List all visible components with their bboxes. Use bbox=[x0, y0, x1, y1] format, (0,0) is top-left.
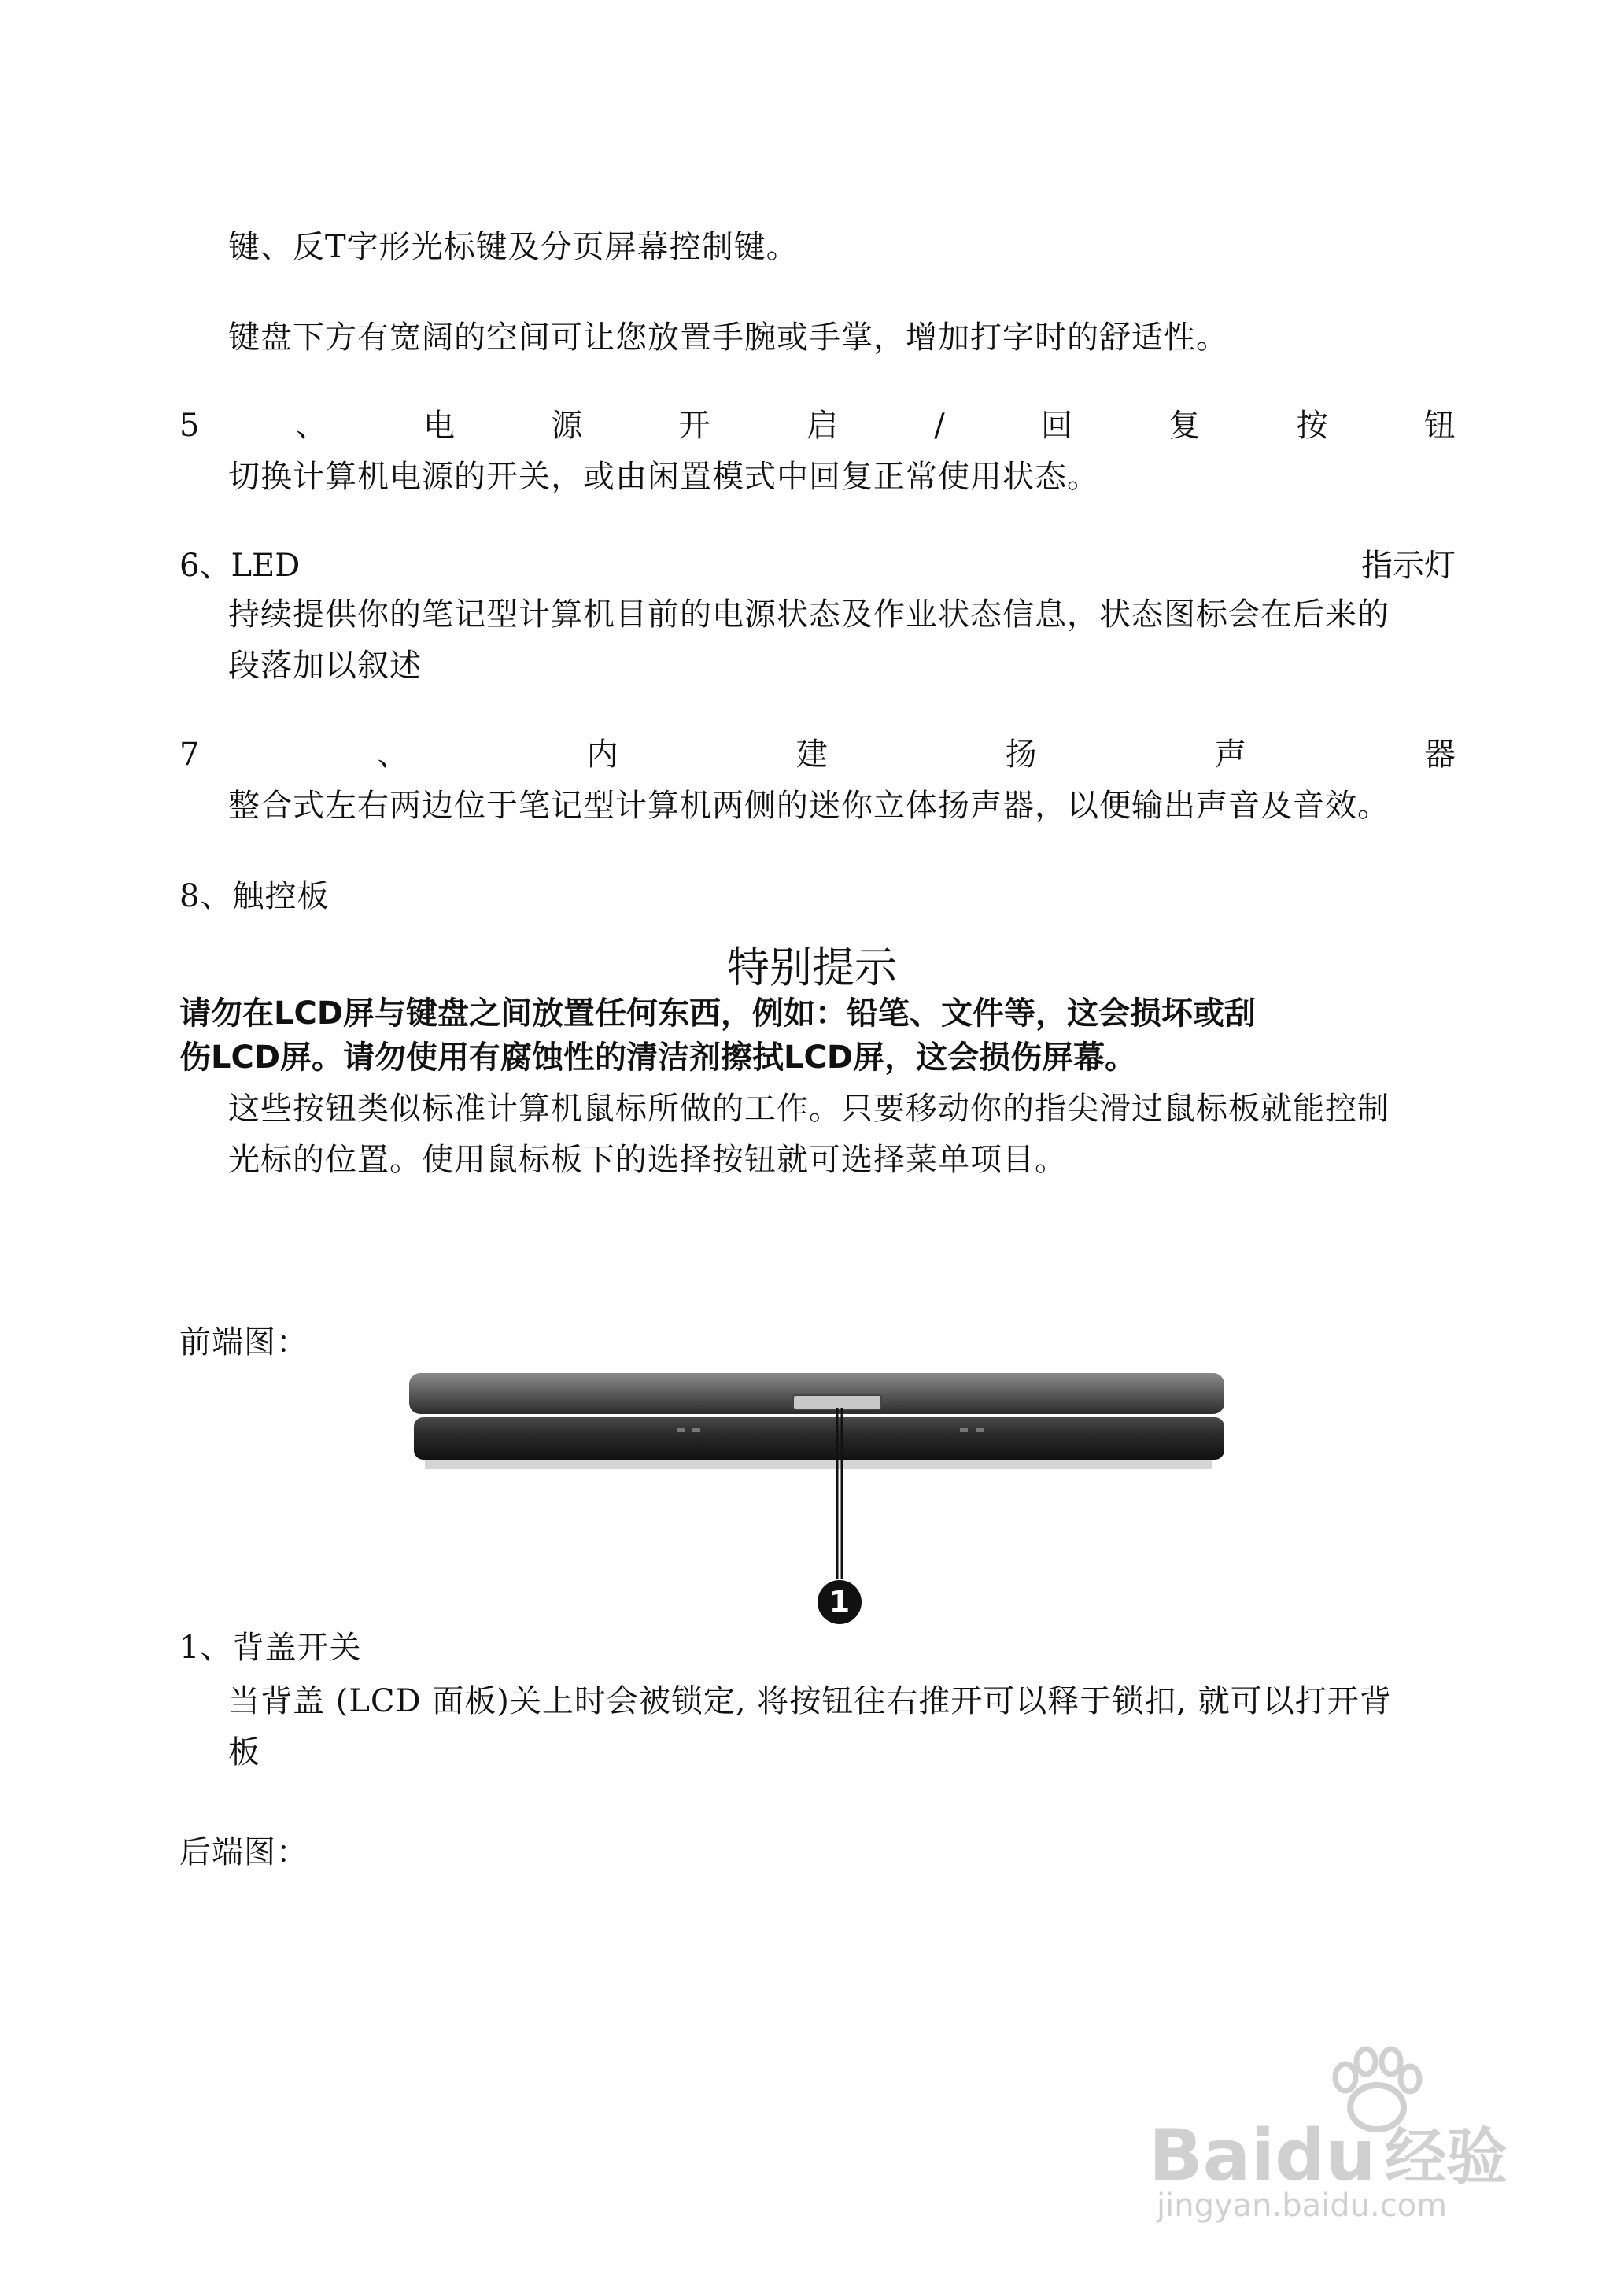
item5-char: 、 bbox=[295, 408, 327, 444]
item7-char: 扬 bbox=[1005, 737, 1037, 773]
notice-title: 特别提示 bbox=[727, 943, 897, 992]
item5-char: / bbox=[934, 408, 945, 444]
item7-char: 7 bbox=[179, 737, 200, 773]
notice-line2: 伤LCD屏。请勿使用有腐蚀性的清洁剂擦拭LCD屏，这会损伤屏幕。 bbox=[179, 1039, 1137, 1076]
front-view-label: 前端图： bbox=[179, 1324, 308, 1361]
baidu-watermark bbox=[1149, 2046, 1589, 2227]
item5-char: 启 bbox=[806, 408, 838, 444]
item5-char: 回 bbox=[1041, 408, 1073, 444]
led-indicator bbox=[692, 1428, 700, 1432]
item1-heading: 1、背盖开关 bbox=[179, 1630, 362, 1666]
item5-char: 电 bbox=[423, 408, 456, 444]
item5-char: 源 bbox=[551, 408, 583, 444]
item7-char: 、 bbox=[377, 737, 409, 773]
item7-char: 内 bbox=[586, 737, 618, 773]
watermark-brand: Baidu bbox=[1149, 2114, 1376, 2197]
item1-description-line2: 板 bbox=[228, 1734, 260, 1771]
item7-char: 器 bbox=[1423, 737, 1456, 773]
item5-char: 按 bbox=[1296, 408, 1328, 444]
item6-description-line1: 持续提供你的笔记型计算机目前的电源状态及作业状态信息，状态图标会在后来的 bbox=[228, 596, 1390, 633]
item5-char: 5 bbox=[179, 408, 200, 444]
item7-char: 声 bbox=[1214, 737, 1246, 773]
item7-description: 整合式左右两边位于笔记型计算机两侧的迷你立体扬声器，以便输出声音及音效。 bbox=[228, 788, 1390, 824]
item7-char: 建 bbox=[795, 737, 828, 773]
item6-heading bbox=[179, 547, 1456, 585]
item5-char: 钮 bbox=[1423, 408, 1456, 444]
lid-latch bbox=[793, 1395, 881, 1409]
led-indicator bbox=[976, 1428, 984, 1432]
paragraph-palm-rest: 键盘下方有宽阔的空间可让您放置手腕或手掌，增加打字时的舒适性。 bbox=[228, 319, 1228, 356]
laptop-base bbox=[414, 1417, 1224, 1460]
callout-number: 1 bbox=[829, 1585, 851, 1619]
notice-line1: 请勿在LCD屏与键盘之间放置任何东西，例如：铅笔、文件等，这会损坏或刮 bbox=[179, 995, 1257, 1032]
paragraph-keys: 键、反T字形光标键及分页屏幕控制键。 bbox=[228, 229, 799, 265]
laptop-shadow bbox=[425, 1460, 1212, 1469]
led-indicator bbox=[677, 1428, 685, 1432]
led-indicator bbox=[960, 1428, 968, 1432]
item8-heading: 8、触控板 bbox=[179, 878, 330, 914]
item7-heading bbox=[179, 736, 1456, 774]
watermark-url: jingyan.baidu.com bbox=[1157, 2188, 1448, 2224]
item1-description-line1: 当背盖 (LCD 面板)关上时会被锁定, 将按钮往右推开可以释于锁扣, 就可以打开背 bbox=[228, 1683, 1392, 1719]
watermark-brand-cn: 经验 bbox=[1385, 2122, 1508, 2193]
item5-char: 开 bbox=[678, 408, 710, 444]
item5-char: 复 bbox=[1168, 408, 1201, 444]
laptop-front-illustration bbox=[409, 1373, 1227, 1625]
item5-heading bbox=[179, 407, 1456, 445]
item6-description-line2: 段落加以叙述 bbox=[228, 648, 422, 684]
touchpad-description-line2: 光标的位置。使用鼠标板下的选择按钮就可选择菜单项目。 bbox=[228, 1142, 1067, 1178]
item5-description: 切换计算机电源的开关，或由闲置模式中回复正常使用状态。 bbox=[228, 459, 1099, 495]
rear-view-label: 后端图： bbox=[179, 1834, 308, 1870]
touchpad-description-line1: 这些按钮类似标准计算机鼠标所做的工作。只要移动你的指尖滑过鼠标板就能控制 bbox=[228, 1091, 1390, 1127]
laptop-front-image bbox=[409, 1373, 1227, 1625]
item6-left: 6、LED bbox=[179, 548, 301, 584]
item6-right: 指示灯 bbox=[1361, 548, 1456, 584]
